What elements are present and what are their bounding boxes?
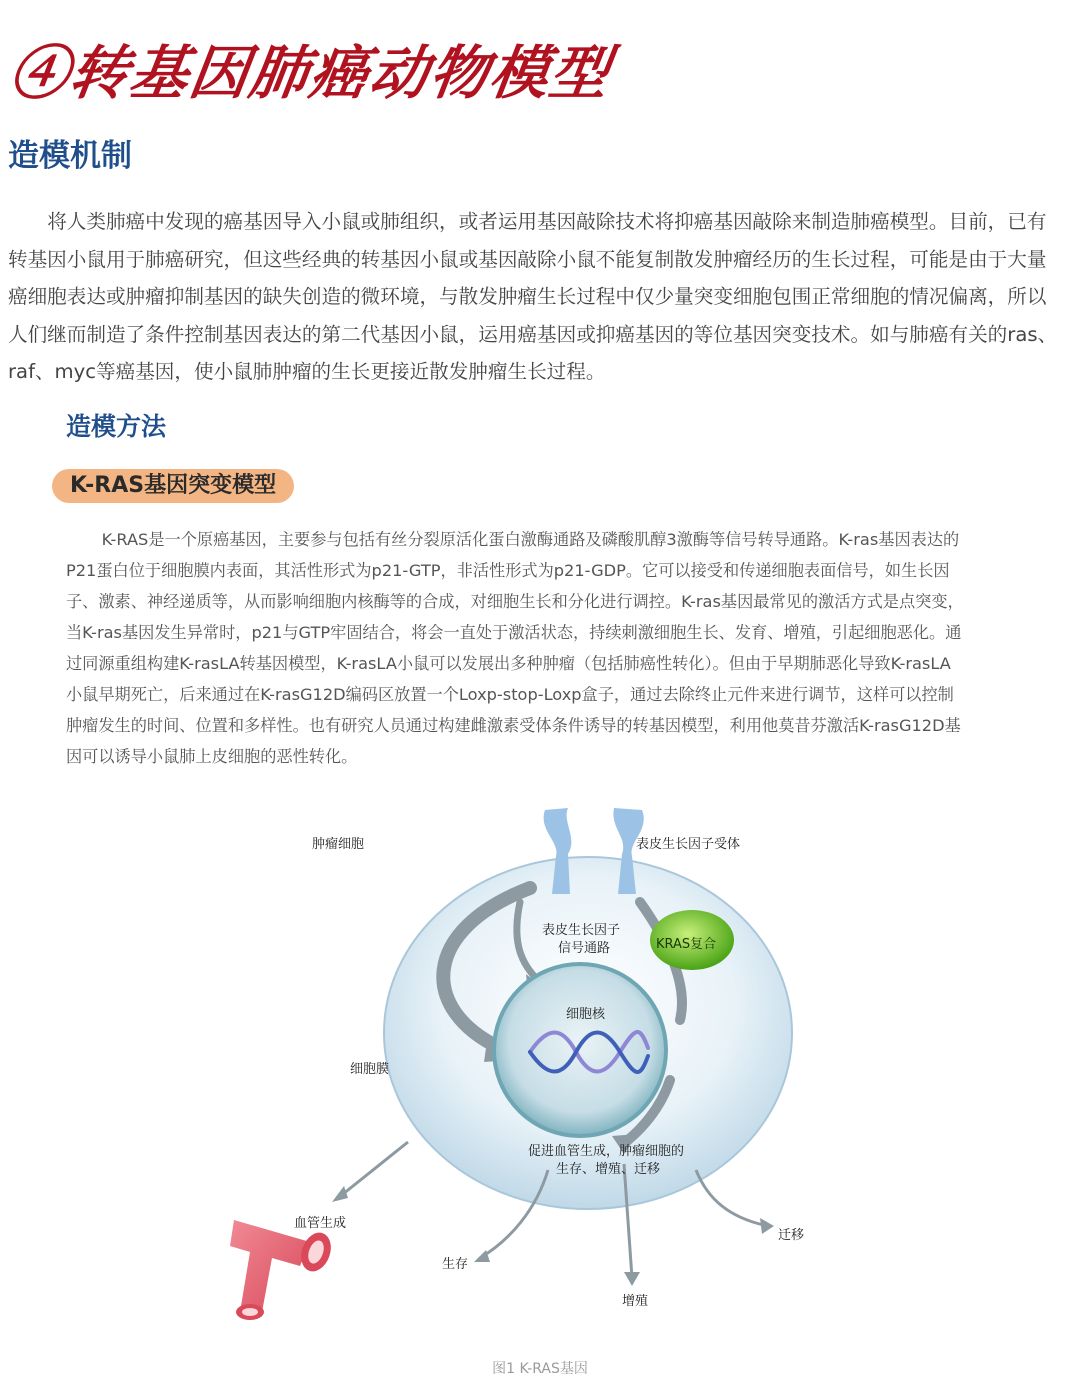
label-effects-1: 促进血管生成，肿瘤细胞的 [528,1144,685,1159]
nucleus [494,964,666,1136]
intro-paragraph: 将人类肺癌中发现的癌基因导入小鼠或肺组织，或者运用基因敲除技术将抑癌基因敲除来制造肺癌模型。目前，已有转基因小鼠用于肺癌研究，但这些经典的转基因小鼠或基因敲除小鼠不能复制散发肿瘤经历的生长过程，可能是由于大量癌细胞表达或肿瘤抑制基因的缺失创造的微环境，与散发肿瘤生长过程中仅少量突变细胞包围正常细胞的情况偏离，所以人们继而制造了条件控制基因表达的第二代基因小鼠，运用癌基因或抑癌基因的等位基因突变技术。如与肺癌有关的ras、raf、myc等癌基因，使小鼠肺肿瘤的生长更接近散发肿瘤生长过程。 [8,210,1058,384]
label-kras-complex: KRAS复合 [656,937,717,952]
label-angiogenesis: 血管生成 [294,1216,347,1231]
section-heading: 造模机制 [8,138,132,174]
label-nucleus: 细胞核 [566,1007,606,1022]
page-title: ④转基因肺癌动物模型 [5,39,615,107]
label-egf-pathway-2: 信号通路 [558,941,611,956]
label-survival: 生存 [442,1257,469,1272]
label-membrane: 细胞膜 [350,1062,390,1077]
label-tumor-cell: 肿瘤细胞 [312,837,365,852]
label-egf-pathway-1: 表皮生长因子 [542,923,621,938]
label-migration: 迁移 [778,1228,805,1243]
label-proliferation: 增殖 [622,1294,649,1309]
blood-vessel-icon [230,1220,336,1320]
kras-figure [0,790,1080,1350]
label-egfr: 表皮生长因子受体 [636,837,741,852]
figure-caption: 图1 K-RAS基因 [492,1361,588,1377]
label-effects-2: 生存、增殖、迁移 [556,1162,661,1177]
model-title-badge: K-RAS基因突变模型 [52,469,294,503]
kras-diagram-graphic [0,790,1080,1350]
method-paragraph: K-RAS是一个原癌基因，主要参与包括有丝分裂原活化蛋白激酶通路及磷酸肌醇3激酶等信号转导通路。K-ras基因表达的P21蛋白位于细胞膜内表面，其活性形式为p21-GTP，非活性形式为p21-GDP。它可以接受和传递细胞表面信号，如生长因子、激素、神经递质等，从而影响细胞内核酶等的合成，对细胞生长和分化进行调控。K-ras基因最常见的激活方式是点突变，当K-ras基因发生异常时，p21与GTP牢固结合，将会一直处于激活状态，持续刺激细胞生长、发育、增殖，引起细胞恶化。通过同源重组构建K-rasLA转基因模型，K-rasLA小鼠可以发展出多种肿瘤（包括肺癌性转化）。但由于早期肺恶化导致K-rasLA小鼠早期死亡，后来通过在K-rasG12D编码区放置一个Loxp-stop-Loxp盒子，通过去除终止元件来进行调节，这样可以控制肿瘤发生的时间、位置和多样性。也有研究人员通过构建雌激素受体条件诱导的转基因模型，利用他莫昔芬激活K-rasG12D基因可以诱导小鼠肺上皮细胞的恶性转化。 [66,530,964,766]
method-heading: 造模方法 [66,412,167,441]
